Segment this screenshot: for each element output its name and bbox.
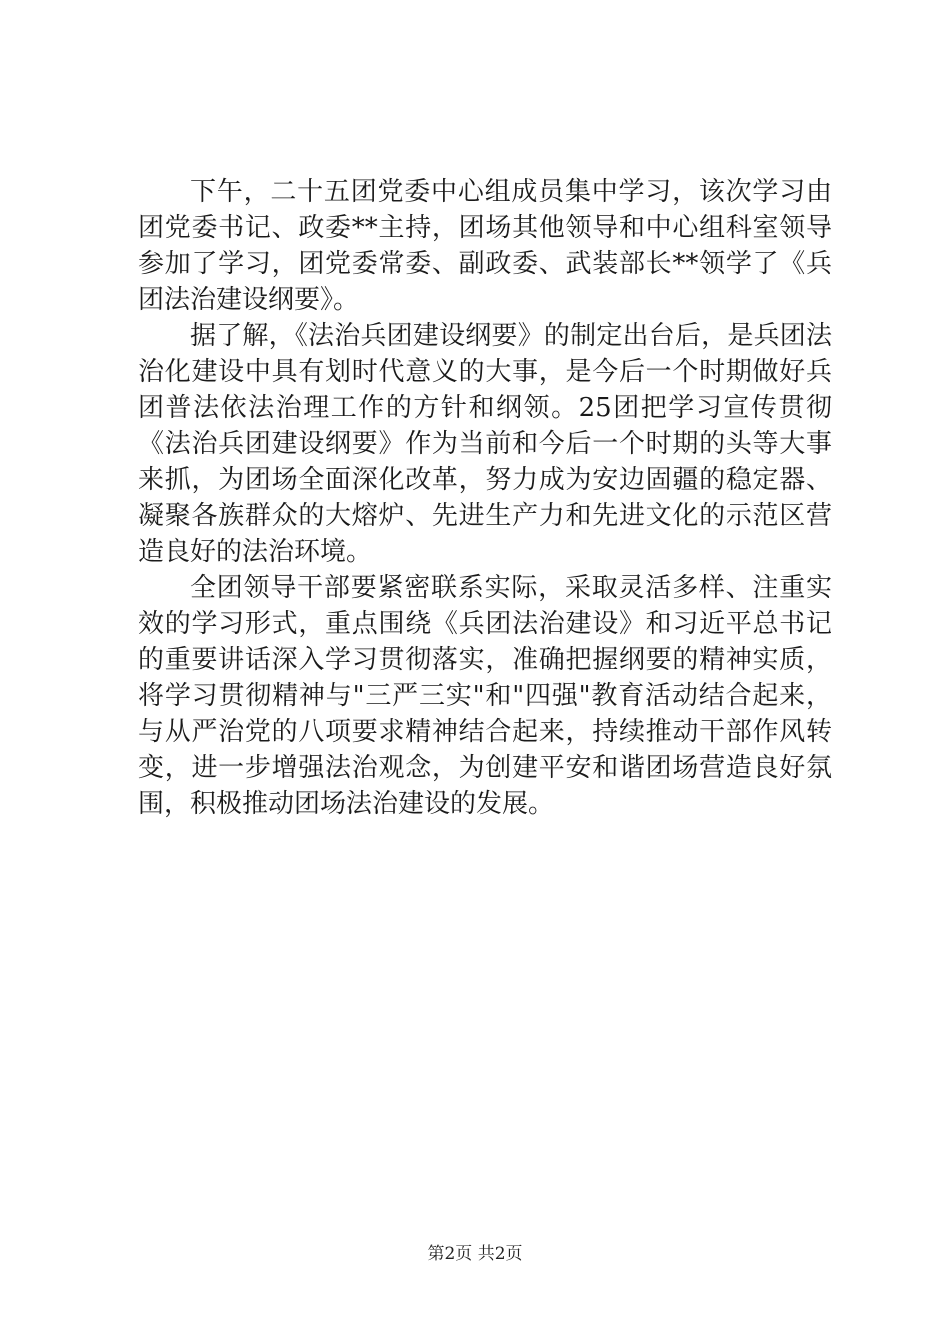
paragraph-1: 下午，二十五团党委中心组成员集中学习，该次学习由团党委书记、政委**主持，团场其他领导和中心组科室领导参加了学习，团党委常委、副政委、武装部长**领学了《兵团法治建设纲要》。 [138,177,832,315]
page-number-label: 第2页 共2页 [427,1244,523,1264]
paragraph-3: 全团领导干部要紧密联系实际，采取灵活多样、注重实效的学习形式，重点围绕《兵团法治建设》和习近平总书记的重要讲话深入学习贯彻落实，准确把握纲要的精神实质，将学习贯彻精神与"三严三实"和"四强"教育活动结合起来，与从严治党的八项要求精神结合起来，持续推动干部作风转变，进一步增强法治观念，为创建平安和谐团场营造良好氛围，积极推动团场法治建设的发展。 [138,573,832,819]
page-footer [0,1243,950,1265]
document-body [138,174,832,822]
paragraph-2: 据了解，《法治兵团建设纲要》的制定出台后，是兵团法治化建设中具有划时代意义的大事，是今后一个时期做好兵团普法依法治理工作的方针和纲领。25团把学习宣传贯彻《法治兵团建设纲要》作为当前和今后一个时期的头等大事来抓，为团场全面深化改革，努力成为安边固疆的稳定器、凝聚各族群众的大熔炉、先进生产力和先进文化的示范区营造良好的法治环境。 [138,321,832,567]
